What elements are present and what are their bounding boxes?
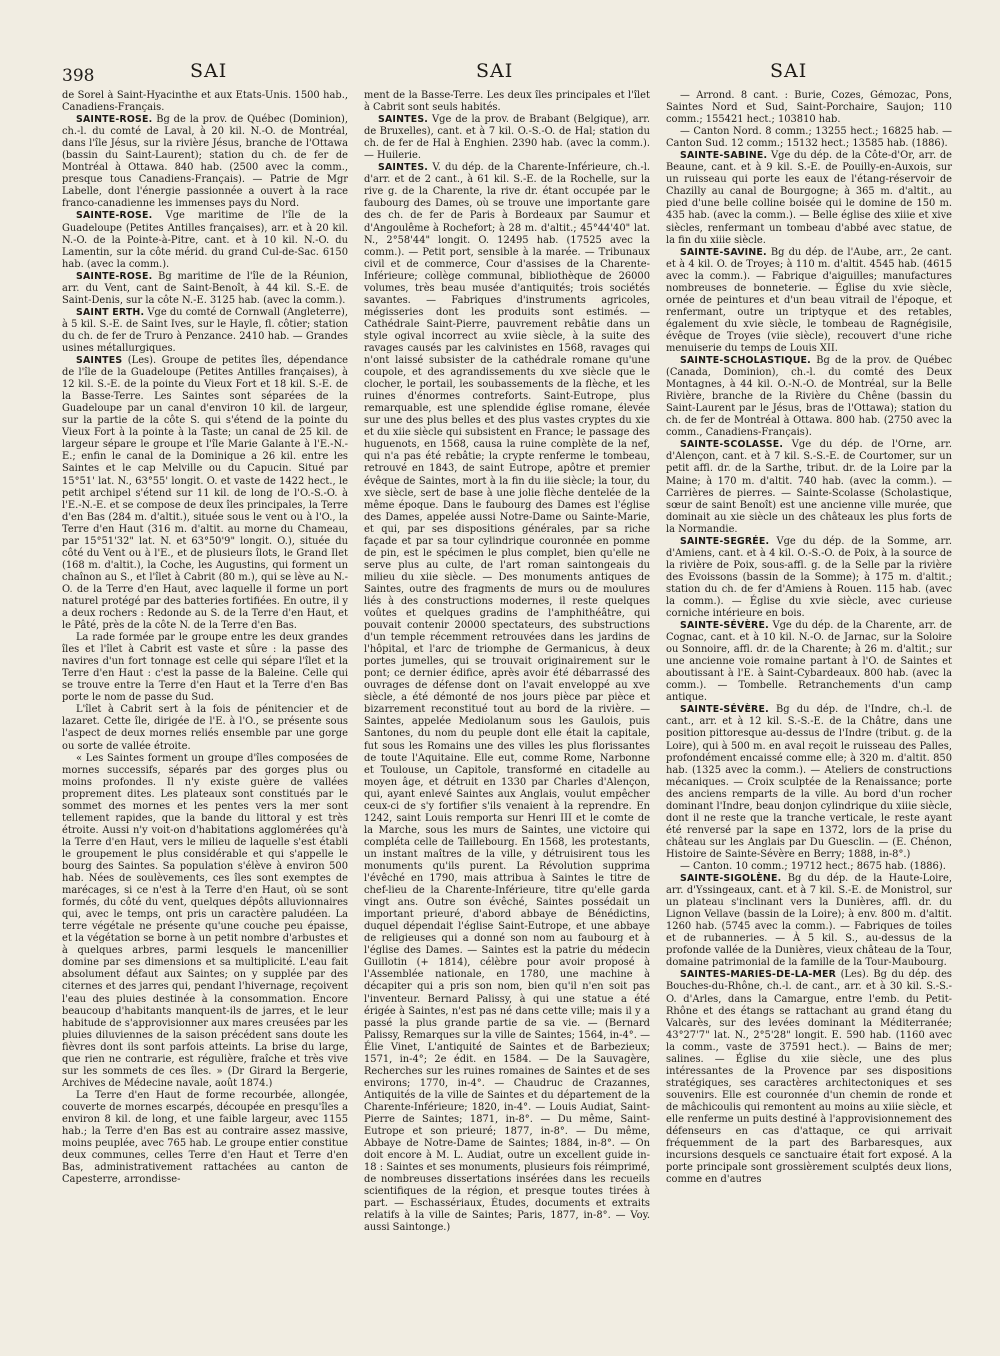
dictionary-entry [666,439,952,535]
entry-headword: SAINTE-SEGRÉE. [680,535,770,547]
entry-headword: SAINTE-ROSE. [76,210,153,222]
dictionary-entry [666,873,952,969]
entry-text: La Terre d'en Haut de forme recourbée, allongée, couverte de mornes escarpés, découpée en presqu'îles a environ 8 kil. de long, et une faible largeur, avec 1155 hab.; la Terre d'en Bas est au contraire assez massive, moins peuplée, avec 765 hab. Le groupe entier constitue deux communes, celles Terre d'en Haut et Terre d'en Bas, administrativement rattachées au canton de Capesterre, arrondisse- [62,1089,348,1186]
entry-paragraph [364,90,650,114]
dictionary-entry [62,210,348,270]
entry-headword: SAINTES. [378,162,429,174]
entry-text: — Arrond. 8 cant. : Burie, Cozes, Gémozac, Pons, Saintes Nord et Sud, Saint-Porchaire, Saujon; 110 comm.; 155421 hect.; 103810 hab. [666,90,952,126]
entry-text: — Canton. 10 comm.; 19712 hect.; 8675 hab. (1886). [680,861,946,872]
entry-text: L'îlet à Cabrit sert à la fois de pénitencier et de lazaret. Cette île, dirigée de l'E. à l'O., se présente sous l'aspect de deux mornes reliés ensemble par une gorge ou sorte de vallée étroite. [62,704,348,752]
entry-paragraph [62,632,348,704]
entry-headword: SAINT ERTH. [76,306,145,318]
entry-paragraph [666,90,952,126]
entry-paragraph [62,753,348,1090]
text-columns [62,90,954,1330]
running-head-center: SAI [476,60,514,82]
dictionary-entry [62,307,348,355]
dictionary-entry [62,355,348,632]
entry-headword: SAINTE-SÉVÈRE. [680,620,769,632]
entry-headword: SAINTES. [378,114,429,126]
entry-text: La rade formée par le groupe entre les deux grandes îles et l'îlet à Cabrit est vaste et sûre : la passe des navires d'un fort tonnage est celle qui sépare l'îlet et la Terre d'en Haut : c'est la passe de la Baleine. Celle qui se trouve entre la Terre d'en Haut et la Terre d'en Bas porte le nom de passe du Sud. [62,632,348,704]
dictionary-entry [666,355,952,439]
entry-headword: SAINTE-SAVINE. [680,246,767,258]
entry-headword: SAINTE-SÉVÈRE. [680,704,769,716]
entry-text: Vge du dép. de l'Orne, arr. d'Alençon, cant. et à 7 kil. S.-S.-E. de Courtomer, sur un petit affl. dr. de la Sarthe, tribut. dr. de la Loire par la Maine; à 170 m. d'altit. 740 hab. (avec la comm.). — Carrières de pierres. — Sainte-Scolasse (Scholastique, sœur de saint Benoît) est une ancienne ville murée, que dominait au xie siècle un des châteaux les plus forts de la Normandie. [666,439,952,535]
dictionary-entry [666,620,952,704]
entry-headword: SAINTE-SIGOLÈNE. [680,873,782,885]
entry-text: Bg du dép. de l'Indre, ch.-l. de cant., arr. et à 12 kil. S.-S.-E. de la Châtre, dans une position pittoresque au-dessus de l'Indre (tribut. g. de la Loire), qui à 500 m. en aval reçoit le ruisseau des Palles, profondément encaissé comme elle; à 320 m. d'altit. 850 hab. (1325 avec la comm.). — Ateliers de constructions mécaniques. — Croix sculptée de la Renaissance; porte des anciens remparts de la ville. Au bord d'un rocher dominant l'Indre, beau donjon cylindrique du xiiie siècle, dont il ne reste que la tranche verticale, le reste ayant été renversé par la sape en 1372, lors de la prise du château sur les Anglais par Du Guesclin. — (E. Chénon, Histoire de Sainte-Sévère en Berry; 1888, in-8°.) [666,704,952,860]
entry-text: de Sorel à Saint-Hyacinthe et aux États-Unis. 1500 hab., Canadiens-Français. [62,90,348,114]
entry-text: V. du dép. de la Charente-Inférieure, ch.-l. d'arr. et de 2 cant., à 61 kil. S.-E. de la Rochelle, sur la rive g. de la Charente, la rive dr. étant occupée par le faubourg des Dames, où se trouve une importante gare des ch. de fer de Paris à Bordeaux par Saumur et d'Angoulême à Rochefort; à 28 m. d'altit.; 45°44'40" lat. N., 2°58'44" longit. O. 12495 hab. (17525 avec la comm.). — Petit port, sensible à la marée. — Tribunaux civil et de commerce, Cour d'assises de la Charente-Inférieure; collège communal, bibliothèque de 26000 volumes, très beau musée d'antiquités; trois sociétés savantes. — Fabriques d'instruments agricoles, mégisseries dont les produits sont estimés. — Cathédrale Saint-Pierre, pauvrement rebâtie dans un style ogival incorrect au xviie siècle, à la suite des ravages causés par les calvinistes en 1568, ravages qui n'ont laissé subsister de la cathédrale romane qu'une coupole, et des agrandissements du xve siècle que le clocher, le portail, les soubassements de la flèche, et les ruines d'énormes contreforts. Saint-Eutrope, plus remarquable, est une splendide église romane, élevée sur une des plus belles et des plus vastes cryptes du xie et du xiie siècle qui subsistent en France; le passage des huguenots, en 1568, causa la ruine complète de la nef, qui n'a pas été rebâtie; la crypte renferme le tombeau, retrouvé en 1843, de saint Eutrope, apôtre et premier évêque de Saintes, mort à la fin du iiie siècle; la tour, du xve siècle, sert de base à une jolie flèche dentelée de la même époque. Dans le faubourg des Dames est l'église des Dames, appelée aussi Notre-Dame ou Sainte-Marie, et qui, par ses dispositions générales, par sa riche façade et par sa tour cylindrique couronnée en pomme de pin, est le spécimen le plus complet, bien qu'elle ne serve plus au culte, de l'art roman saintongeais du milieu du xiie siècle. — Des monuments antiques de Saintes, outre des fragments de murs ou de moulures liés à des constructions modernes, il reste quelques voûtes et quelques gradins de l'amphithéâtre, qui pouvait contenir 20000 spectateurs, des substructions d'un temple récemment retrouvées dans les jardins de l'hôpital, et l'arc de triomphe de Germanicus, à deux portes jumelles, qui se trouvait originairement sur le pont; ce dernier édifice, après avoir été débarrassé des ouvrages de défense dont on l'avait enveloppé au xve siècle, a été démonté de nos jours pièce par pièce et bizarrement reconstitué tout au bord de la rivière. — Saintes, appelée Mediolanum sous les Gaulois, puis Santones, du nom du peuple dont elle était la capitale, fut sous les Romains une des villes les plus florissantes de toute l'Aquitaine. Elle eut, comme Rome, Narbonne et Toulouse, un Capitole, transformé en citadelle au moyen âge, et détruit en 1330 par Charles d'Alençon, qui, ayant enlevé Saintes aux Anglais, voulut empêcher ceux-ci de s'y fortifier s'ils venaient à la reprendre. En 1242, saint Louis remporta sur Henri III et le comte de la Marche, sous les murs de Saintes, une victoire qui compléta celle de Taillebourg. En 1568, les protestants, un instant maîtres de la ville, y détruisirent tous les monuments qu'ils purent. La Révolution supprima l'évêché en 1790, mais attribua à Saintes le titre de chef-lieu de la Charente-Inférieure, titre qu'elle garda vingt ans. Outre son évêché, Saintes possédait un important prieuré, d'abord abbaye de Bénédictins, duquel dépendait l'église Saint-Eutrope, et une abbaye de religieuses qui a donné son nom au faubourg et à l'église des Dames. — Saintes est la patrie du médecin Guillotin (+ 1814), célèbre pour avoir proposé à l'Assemblée nationale, en 1780, une machine à décapiter qui a pris son nom, bien qu'il n'en soit pas l'inventeur. Bernard Palissy, à qui une statue a été érigée à Saintes, n'est pas né dans cette ville; mais il y a passé la plus grande partie de sa vie. — (Bernard Palissy, Remarques sur la ville de Saintes; 1564, in-4°. — Élie Vinet, L'antiquité de Saintes et de Barbezieux; 1571, in-4°; 2e édit. en 1584. — De la Sauvagère, Recherches sur les ruines romaines de Saintes et de ses environs; 1770, in-4°. — Chaudruc de Crazannes, Antiquités de la ville de Saintes et du département de la Charente-Inférieure; 1820, in-4°. — Louis Audiat, Saint-Pierre de Saintes; 1871, in-8°. — Du même, Saint-Eutrope et son prieuré; 1877, in-8°. — Du même, Abbaye de Notre-Dame de Saintes; 1884, in-8°. — On doit encore à M. L. Audiat, outre un excellent guide in-18 : Saintes et ses monuments, plusieurs fois réimprimé, de nombreuses dissertations insérées dans les recueils scientifiques de la région, et presque toutes tirées à part. — Eschassériaux, Études, documents et extraits relatifs à la ville de Saintes; Paris, 1877, in-8°. — Voy. aussi Saintonge.) [364,162,650,1234]
column-right [666,90,952,1330]
entry-text: (Les). Groupe de petites îles, dépendance de l'île de la Guadeloupe (Petites Antilles françaises), à 12 kil. S.-E. de la pointe du Vieux Fort et 18 kil. S.-E. de la Basse-Terre. Les Saintes sont séparées de la Guadeloupe par un canal d'environ 10 kil. de largeur, sur la partie de la côte S. qui s'étend de la pointe du Vieux Fort à la pointe à la Taste; un canal de 25 kil. de largeur sépare le groupe et l'île Marie Galante à l'E.-N.-E.; enfin le canal de la Dominique a 26 kil. entre les Saintes et le cap Melville ou du Capucin. Situé par 15°51' lat. N., 63°55' longit. O. et vaste de 1422 hect., le petit archipel s'étend sur 11 kil. de long de l'O.-S.-O. à l'E.-N.-E. et se compose de deux îles principales, la Terre d'en Bas (284 m. d'altit.), située sous le vent ou à l'O., la Terre d'en Haut (316 m. d'altit. au morne du Chameau, par 15°51'32" lat. N. et 63°50'9" longit. O.), située du côté du Vent ou à l'E., et de plusieurs îlots, le Grand Ilet (168 m. d'altit.), la Coche, les Augustins, qui forment un chaînon au S., et l'îlet à Cabrit (80 m.), qui se lève au N.-O. de la Terre d'en Haut, avec laquelle il forme un port naturel protégé par des batteries fortifiées. En outre, il y a deux rochers : Redonde au S. de la Terre d'en Haut, et le Pâté, près de la côte N. de la Terre d'en Bas. [62,355,348,632]
entry-text: Bg du dép. de la Haute-Loire, arr. d'Yssingeaux, cant. et à 7 kil. S.-E. de Monistrol, sur un plateau s'inclinant vers la Dunières, affl. dr. du Lignon Vellave (bassin de la Loire); à env. 800 m. d'altit. 1260 hab. (5745 avec la comm.). — Fabriques de toiles et de rubanneries. — À 5 kil. S., au-dessus de la profonde vallée de la Dunières, vieux château de la Tour, domaine patrimonial de la famille de la Tour-Maubourg. [666,873,952,969]
entry-headword: SAINTE-ROSE. [76,114,153,126]
entry-text: — Canton Nord. 8 comm.; 13255 hect.; 16825 hab. — Canton Sud. 12 comm.; 15132 hect.; 13585 hab. (1886). [666,126,952,150]
dictionary-entry [666,704,952,861]
entry-headword: SAINTES [76,355,123,367]
entry-paragraph [666,861,952,873]
dictionary-entry [666,150,952,246]
entry-text: Vge du dép. de la Côte-d'Or, arr. de Beaune, cant. et à 9 kil. S.-E. de Pouilly-en-Auxois, sur un ruisseau qui porte les eaux de l'étang-réservoir de Chazilly au canal de Bourgogne; à 365 m. d'altit., au pied d'une belle colline boisée qui le domine de 150 m. 435 hab. (avec la comm.). — Belle église des xiiie et xive siècles, renfermant un tombeau d'abbé avec statue, de la fin du xiiie siècle. [666,150,952,246]
entry-headword: SAINTE-ROSE. [76,270,153,282]
running-head-left: SAI [190,60,228,82]
entry-paragraph [62,90,348,114]
entry-headword: SAINTES-MARIES-DE-LA-MER [680,969,837,981]
dictionary-entry [364,114,650,162]
entry-text: Vge du dép. de la Somme, arr. d'Amiens, cant. et à 4 kil. O.-S.-O. de Poix, à la source de la rivière de Poix, sous-affl. g. de la Selle par la rivière des Evoissons (bassin de la Somme); à 175 m. d'altit.; station du ch. de fer d'Amiens à Rouen. 115 hab. (avec la comm.). — Église du xvie siècle, avec curieuse corniche intérieure en bois. [666,535,952,620]
entry-headword: SAINTE-SCHOLASTIQUE. [680,355,811,367]
column-left [62,90,348,1330]
entry-paragraph [62,1090,348,1186]
entry-text: Bg de la prov. de Québec (Canada, Dominion), ch.-l. du comté des Deux Montagnes, à 44 kil. O.-N.-O. de Montréal, sur la Belle Rivière, branche de la Rivière du Chêne (bassin du Saint-Laurent par le Jésus, bras de l'Ottawa); station du ch. de fer de Montréal à Ottawa. 800 hab. (2750 avec la comm., Canadiens-Français). [666,355,952,439]
entry-text: (Les). Bg du dép. des Bouches-du-Rhône, ch.-l. de cant., arr. et à 30 kil. S.-S.-O. d'Arles, dans la Camargue, entre l'emb. du Petit-Rhône et des étangs se rattachant au grand étang du Valcarès, sur des levées dominant la Méditerranée; 43°27'7" lat. N., 2°5'28" longit. E. 590 hab. (1160 avec la comm., vaste de 37591 hect.). — Bains de mer; salines. — Église du xiie siècle, une des plus intéressantes de la Provence par ses dispositions stratégiques, ses caractères architectoniques et ses souvenirs. Elle est couronnée d'un chemin de ronde et de mâchicoulis qui remontent au moins au xiiie siècle, et elle renferme un puits destiné à l'approvisionnement des défenseurs en cas d'attaque, ce qui arrivait fréquemment de la part des Barbaresques, aux incursions desquels ce sanctuaire était fort exposé. A la porte principale sont grossièrement sculptés deux lions, comme en d'autres [666,969,952,1186]
page-header [0,58,1000,88]
dictionary-entry [666,247,952,355]
entry-text: Vge maritime de l'île de la Guadeloupe (Petites Antilles françaises), arr. et à 20 kil. N.-O. de la Pointe-à-Pitre, cant. et à 10 kil. N.-O. du Lamentin, sur la côte mérid. du grand Cul-de-Sac. 6150 hab. (avec la comm.). [62,210,348,270]
dictionary-entry [364,162,650,1234]
entry-paragraph [666,126,952,150]
entry-headword: SAINTE-SCOLASSE. [680,439,784,451]
entry-text: Vge du dép. de la Charente, arr. de Cognac, cant. et à 10 kil. N.-O. de Jarnac, sur la Soloire ou Sonnoire, affl. dr. de la Charente; à 26 m. d'altit.; sur une ancienne voie romaine partant à l'O. de Saintes et aboutissant à l'E. à Saint-Cybardeaux. 800 hab. (avec la comm.). — Tombelle. Retranchements d'un camp antique. [666,620,952,704]
entry-headword: SAINTE-SABINE. [680,150,768,162]
entry-text: ment de la Basse-Terre. Les deux îles principales et l'îlet à Cabrit sont seuls habités. [364,90,650,114]
entry-text: « Les Saintes forment un groupe d'îles composées de mornes successifs, séparés par des gorges plus ou moins profondes. Il n'y existe guère de vallées proprement dites. Les plateaux sont constitués par le sommet des mornes et les pentes vers la mer sont tellement rapides, que la bande du littoral y est très étroite. Aussi n'y voit-on d'habitations agglomérées qu'à la Terre d'en Haut, vers le milieu de laquelle s'est établi le groupement le plus considérable et qui s'appelle le bourg des Saintes. Sa population s'élève à environ 500 hab. Nées de soulèvements, ces îles sont exemptes de marécages, si ce n'est à la Terre d'en Haut, où se sont formés, du côté du vent, quelques dépôts alluvionnaires qui, avec le temps, ont pris un caractère paludéen. La terre végétale ne présente qu'une couche peu épaisse, et la végétation se borne à un petit nombre d'arbustes et à quelques arbres, parmi lesquels le mancenillier domine par ses dimensions et sa multiplicité. L'eau fait absolument défaut aux Saintes; on y supplée par des citernes et des jarres qui, pendant l'hivernage, reçoivent l'eau des pluies destinée à la consommation. Encore beaucoup d'habitants manquent-ils de jarres, et le leur habitude de s'approvisionner aux mares creusées par les pluies diluviennes de la saison précédent sans doute les fièvres dont ils sont parfois atteints. La brise du large, que rien ne contrarie, est régulière, fraîche et très vive sur les sommets de ces îles. » (Dr Girard la Bergerie, Archives de Médecine navale, août 1874.) [62,752,348,1089]
dictionary-entry [62,271,348,307]
entry-text: Bg maritime de l'île de la Réunion, arr. du Vent, cant de Saint-Benoît, à 44 kil. S.-E. de Saint-Denis, sur la côte N.-E. 3125 hab. (avec la comm.). [62,270,348,306]
entry-paragraph [62,704,348,752]
entry-text: Vge du comté de Cornwall (Angleterre), à 5 kil. S.-E. de Saint Ives, sur le Hayle, fl. côtier; station du ch. de fer de Truro à Penzance. 2410 hab. — Grandes usines métallurgiques. [62,306,348,354]
running-head-right: SAI [770,60,808,82]
entry-text: Bg du dép. de l'Aube, arr., 2e cant. et à 4 kil. O. de Troyes; à 110 m. d'altit. 4545 hab. (4615 avec la comm.). — Fabrique d'aiguilles; manufactures nombreuses de bonneterie. — Église du xvie siècle, ornée de peintures et d'un beau vitrail de l'époque, et renfermant, outre un triptyque et des retables, également du xvie siècle, le tombeau de Ragnégisile, évêque de Troyes (viie siècle), recouvert d'une riche menuiserie du temps de Louis XII. [666,246,952,354]
column-middle [364,90,650,1330]
dictionary-entry [62,114,348,210]
page-number: 398 [62,66,95,86]
dictionary-entry [666,969,952,1186]
dictionary-entry [666,536,952,620]
entry-text: Bg de la prov. de Québec (Dominion), ch.-l. du comté de Laval, à 20 kil. N.-O. de Montréal, dans l'île Jésus, sur la rivière Jésus, branche de l'Ottawa (bassin du Saint-Laurent); station du ch. de fer de Montréal à Ottawa. 840 hab. (2500 avec la comm., presque tous Canadiens-Français). — Patrie de Mgr Labelle, dont l'énergie passionnée a ouvert à la race franco-canadienne les immenses pays du Nord. [62,114,348,210]
entry-text: Vge de la prov. de Brabant (Belgique), arr. de Bruxelles), cant. et à 7 kil. O.-S.-O. de Hal; station du ch. de fer de Hal à Enghien. 2390 hab. (avec la comm.). — Huilerie. [364,114,650,162]
